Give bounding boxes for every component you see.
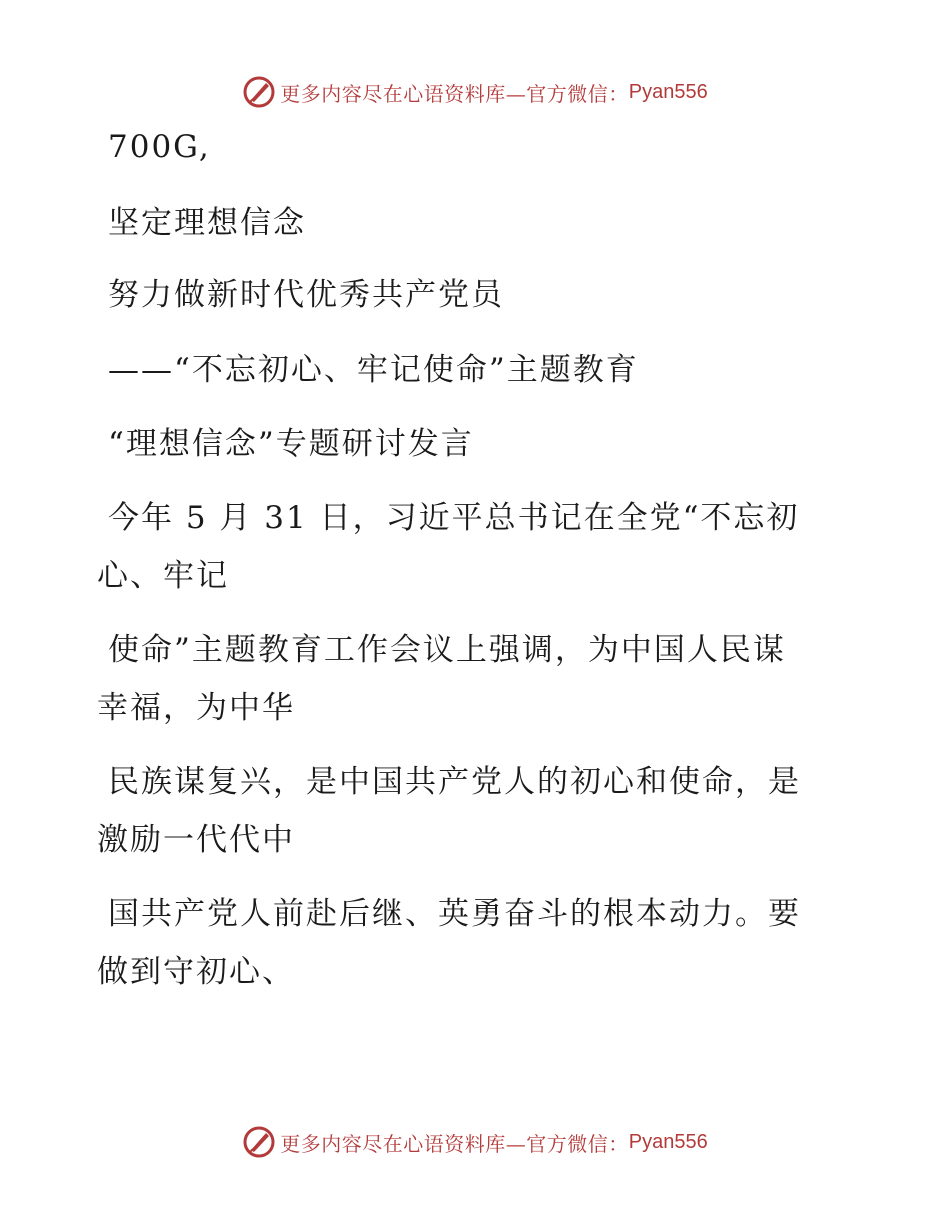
- quill-logo-icon: [242, 75, 276, 109]
- paragraph-line: 心、牢记: [97, 558, 229, 594]
- watermark-wechat-id: Pyan556: [628, 80, 708, 103]
- document-title: 坚定理想信念: [108, 205, 306, 241]
- watermark-text: 更多内容尽在心语资料库—官方微信：: [280, 81, 629, 106]
- paragraph-line: 使命”主题教育工作会议上强调，为中国人民谋: [108, 632, 786, 668]
- document-title: 努力做新时代优秀共产党员: [108, 277, 504, 313]
- footer-watermark: [0, 1122, 950, 1162]
- watermark-wechat-id: Pyan556: [628, 1130, 708, 1153]
- quill-logo-icon: [242, 1125, 276, 1159]
- paragraph-line: 国共产党人前赴后继、英勇奋斗的根本动力。要: [108, 896, 801, 932]
- document-subtitle: ——“不忘初心、牢记使命”主题教育: [108, 352, 639, 388]
- paragraph-line: 今年 5 月 31 日，习近平总书记在全党“不忘初: [108, 500, 800, 536]
- paragraph-line: 做到守初心、: [97, 954, 295, 990]
- text-line: 700G,: [108, 129, 211, 165]
- watermark-text: 更多内容尽在心语资料库—官方微信：: [280, 1131, 629, 1156]
- header-watermark: [0, 72, 950, 112]
- paragraph-line: 民族谋复兴，是中国共产党人的初心和使命，是: [108, 764, 801, 800]
- paragraph-line: 激励一代代中: [97, 822, 295, 858]
- document-subtitle: “理想信念”专题研讨发言: [108, 426, 474, 462]
- paragraph-line: 幸福，为中华: [97, 690, 295, 726]
